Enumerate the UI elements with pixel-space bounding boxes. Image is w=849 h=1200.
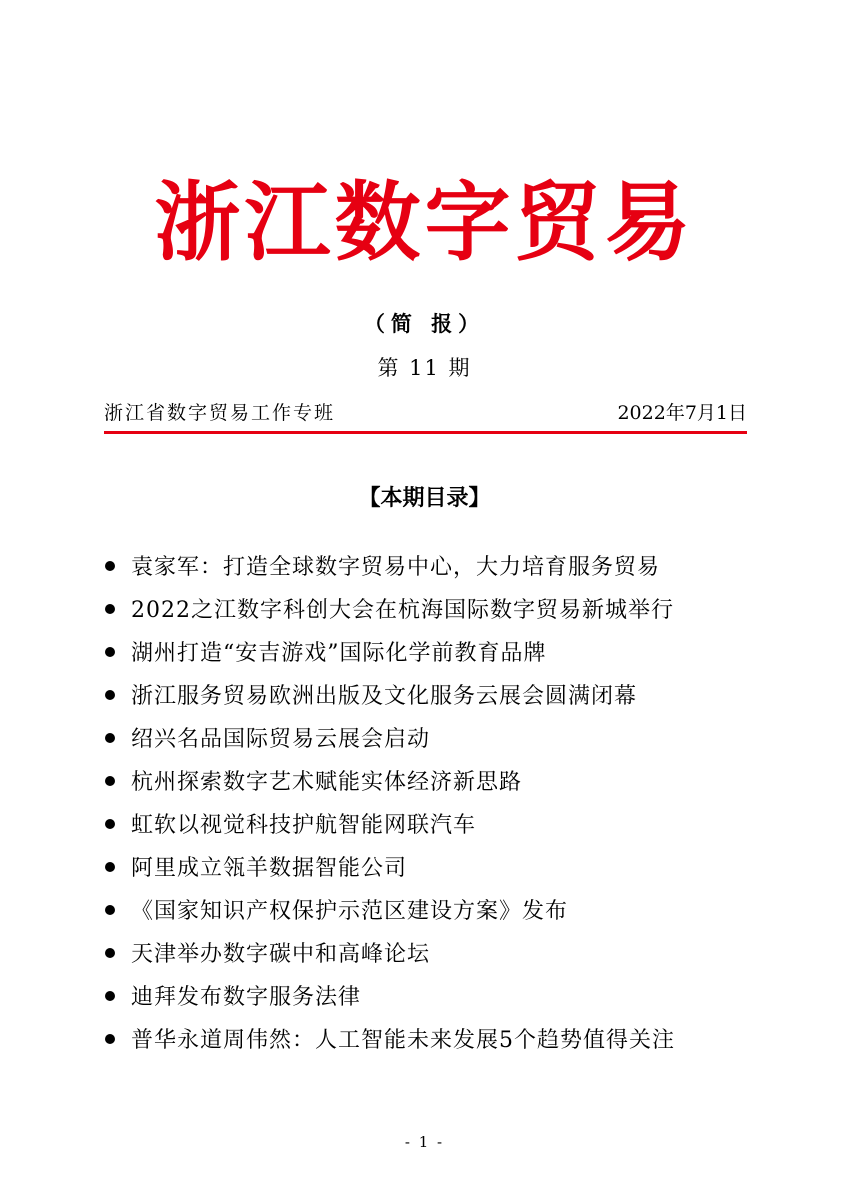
toc-item (105, 544, 785, 587)
page-number: - 1 - (404, 1133, 445, 1151)
bullet-icon (105, 561, 115, 571)
bullet-icon (105, 733, 115, 743)
toc-item-text: 绍兴名品国际贸易云展会启动 (131, 727, 431, 752)
bullet-icon (105, 991, 115, 1001)
toc-item (105, 673, 785, 716)
toc-item (105, 587, 785, 630)
toc-item-text: 天津举办数字碳中和高峰论坛 (131, 942, 431, 967)
toc-item-text: 阿里成立瓴羊数据智能公司 (131, 856, 408, 881)
bullet-icon (105, 647, 115, 657)
bullet-icon (105, 862, 115, 872)
toc-item-text: 虹软以视觉科技护航智能网联汽车 (131, 813, 477, 838)
bullet-icon (105, 1034, 115, 1044)
toc-item-text: 普华永道周伟然：人工智能未来发展5个趋势值得关注 (131, 1028, 675, 1053)
issue-number: 第 11 期 (377, 356, 472, 380)
toc-item (105, 802, 785, 845)
toc-item (105, 1017, 785, 1060)
header-divider (104, 431, 747, 434)
toc-item (105, 845, 785, 888)
bullet-icon (105, 948, 115, 958)
toc-list (105, 544, 785, 1060)
issuer-row (104, 396, 747, 430)
toc-item (105, 716, 785, 759)
toc-item (105, 630, 785, 673)
bullet-icon (105, 690, 115, 700)
bullet-icon (105, 905, 115, 915)
bullet-icon (105, 819, 115, 829)
toc-item-text: 2022之江数字科创大会在杭海国际数字贸易新城举行 (131, 598, 674, 623)
bulletin-subtitle: （简 报） (363, 311, 486, 336)
issue-date: 2022年7月1日 (617, 402, 747, 424)
toc-item (105, 931, 785, 974)
toc-item-text: 袁家军：打造全球数字贸易中心，大力培育服务贸易 (131, 555, 661, 580)
toc-item (105, 759, 785, 802)
masthead-title: 浙江数字贸易 (154, 172, 695, 273)
toc-item-text: 浙江服务贸易欧洲出版及文化服务云展会圆满闭幕 (131, 684, 638, 709)
issuer-name: 浙江省数字贸易工作专班 (104, 402, 336, 424)
bullet-icon (105, 776, 115, 786)
bullet-icon (105, 604, 115, 614)
toc-item-text: 杭州探索数字艺术赋能实体经济新思路 (131, 770, 523, 795)
toc-item-text: 《国家知识产权保护示范区建设方案》发布 (131, 899, 569, 924)
toc-item (105, 974, 785, 1017)
toc-item (105, 888, 785, 931)
toc-item-text: 迪拜发布数字服务法律 (131, 985, 362, 1010)
toc-item-text: 湖州打造“安吉游戏”国际化学前教育品牌 (131, 641, 547, 666)
toc-heading: 【本期目录】 (358, 486, 491, 511)
